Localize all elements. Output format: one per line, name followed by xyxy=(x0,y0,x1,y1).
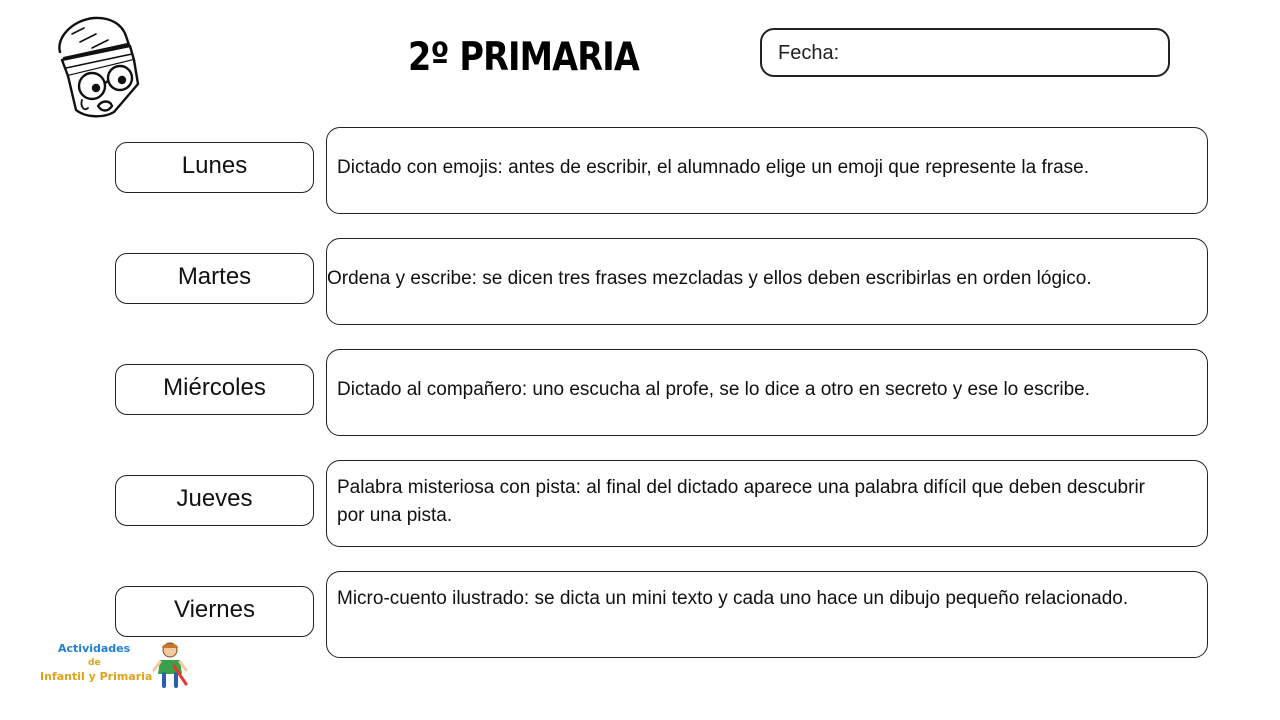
day-label-monday: Lunes xyxy=(115,142,314,193)
task-box-wednesday xyxy=(326,349,1208,436)
day-label-thursday: Jueves xyxy=(115,475,314,526)
brand-line-2: de xyxy=(88,658,101,668)
task-text-monday: Dictado con emojis: antes de escribir, el alumnado elige un emoji que represente la frase. xyxy=(337,157,1089,178)
page-title: 2º PRIMARIA xyxy=(408,35,639,80)
pencil-mascot-icon xyxy=(52,14,158,122)
day-label-wednesday: Miércoles xyxy=(115,364,314,415)
date-field[interactable] xyxy=(760,28,1170,77)
child-figure-icon xyxy=(152,640,188,688)
task-box-tuesday xyxy=(326,238,1208,325)
task-text-tuesday: Ordena y escribe: se dicen tres frases mezcladas y ellos deben escribirlas en orden lógico. xyxy=(327,268,1092,289)
task-box-monday xyxy=(326,127,1208,214)
task-text-wednesday: Dictado al compañero: uno escucha al profe, se lo dice a otro en secreto y ese lo escribe. xyxy=(337,379,1091,400)
brand-line-1: Actividades xyxy=(58,642,131,655)
day-label-tuesday: Martes xyxy=(115,253,314,304)
task-text-thursday: Palabra misteriosa con pista: al final del dictado aparece una palabra difícil que deben descubrir por una pista. xyxy=(337,477,1145,526)
date-label: Fecha: xyxy=(778,42,840,64)
task-box-thursday xyxy=(326,460,1208,547)
brand-logo xyxy=(38,640,188,690)
task-text-friday: Micro-cuento ilustrado: se dicta un mini texto y cada uno hace un dibujo pequeño relacionado. xyxy=(337,588,1129,609)
day-label-friday: Viernes xyxy=(115,586,314,637)
task-box-friday xyxy=(326,571,1208,658)
brand-line-3: Infantil y Primaria xyxy=(40,670,153,683)
